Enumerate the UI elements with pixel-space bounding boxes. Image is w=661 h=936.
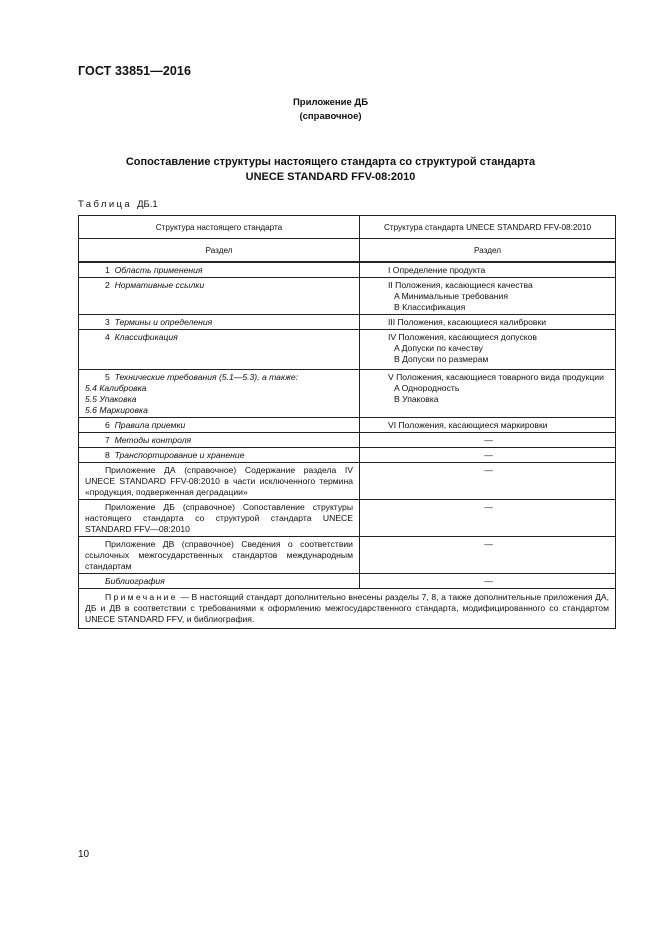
table-cell: 1 Область применения xyxy=(79,262,360,278)
table-caption xyxy=(78,199,158,210)
table-cell: 6 Правила приемки xyxy=(79,418,360,433)
page-title-line1: Сопоставление структуры настоящего стандарта со структурой стандарта xyxy=(125,156,536,168)
comparison-table xyxy=(78,215,616,629)
table-note-row xyxy=(79,589,616,629)
table-row xyxy=(79,262,616,278)
page-number: 10 xyxy=(78,849,90,860)
table-cell: — xyxy=(360,463,616,500)
page-title xyxy=(0,155,661,185)
table-cell: 5 Технические требования (5.1—5.3), а также: 5.4 Калибровка 5.5 Упаковка 5.6 Маркировка xyxy=(79,370,360,418)
table-cell: VI Положения, касающиеся маркировки xyxy=(360,418,616,433)
table-cell: 4 Классификация xyxy=(79,330,360,370)
table-row xyxy=(79,330,616,370)
table-caption-number: ДБ.1 xyxy=(137,199,158,210)
note-text: — В настоящий стандарт дополнительно внесены разделы 7, 8, а также дополнительные приложения ДА, ДБ и ДВ в соответствии с требованиями к оформлению межгосударственного стандарта, модифицированного со стандартом UNECE STANDARD FFV, и библиография. xyxy=(85,592,610,624)
document-code: ГОСТ 33851—2016 xyxy=(78,64,192,78)
table-note xyxy=(79,589,616,629)
table-cell: V Положения, касающиеся товарного вида продукции A Однородность B Упаковка xyxy=(360,370,616,418)
table-row xyxy=(79,315,616,330)
table-cell: — xyxy=(360,448,616,463)
page-title-line2: UNECE STANDARD FFV-08:2010 xyxy=(245,171,416,183)
table-cell: Приложение ДВ (справочное) Сведения о соответствии ссылочных межгосударственных стандартов международным стандартам xyxy=(79,537,360,574)
table-header-row xyxy=(79,216,616,239)
table-row xyxy=(79,448,616,463)
table-cell: II Положения, касающиеся качества A Минимальные требования B Классификация xyxy=(360,278,616,315)
table-cell: — xyxy=(360,537,616,574)
annex-title: Приложение ДБ xyxy=(292,97,369,108)
table-cell: 8 Транспортирование и хранение xyxy=(79,448,360,463)
col-header-right: Структура стандарта UNECE STANDARD FFV-08:2010 xyxy=(360,216,616,239)
table-cell: — xyxy=(360,433,616,448)
table-row xyxy=(79,463,616,500)
table-cell: 2 Нормативные ссылки xyxy=(79,278,360,315)
table-cell: I Определение продукта xyxy=(360,262,616,278)
table-row xyxy=(79,433,616,448)
subheader-left: Раздел xyxy=(79,239,360,263)
table-row xyxy=(79,418,616,433)
table-row xyxy=(79,500,616,537)
annex-subtitle: (справочное) xyxy=(299,111,362,122)
annex-heading xyxy=(0,96,661,124)
note-label: Примечание xyxy=(105,592,178,602)
table-subheader-row xyxy=(79,239,616,263)
table-cell: IV Положения, касающиеся допусков A Допуски по качеству B Допуски по размерам xyxy=(360,330,616,370)
table-cell: 7 Методы контроля xyxy=(79,433,360,448)
table-row xyxy=(79,278,616,315)
subheader-right: Раздел xyxy=(360,239,616,263)
table-row xyxy=(79,574,616,589)
table-caption-prefix: Таблица xyxy=(78,199,133,210)
table-cell: 3 Термины и определения xyxy=(79,315,360,330)
table-row xyxy=(79,370,616,418)
table-cell: III Положения, касающиеся калибровки xyxy=(360,315,616,330)
table-cell: Приложение ДБ (справочное) Сопоставление структуры настоящего стандарта со структурой стандарта UNECE STANDARD FFV—08:2010 xyxy=(79,500,360,537)
table-cell: — xyxy=(360,500,616,537)
table-row xyxy=(79,537,616,574)
col-header-left: Структура настоящего стандарта xyxy=(79,216,360,239)
table-cell: Библиография xyxy=(79,574,360,589)
table-cell: Приложение ДА (справочное) Содержание раздела IV UNECE STANDARD FFV-08:2010 в части исключенного термина «продукция, подверженная деградации» xyxy=(79,463,360,500)
table-cell: — xyxy=(360,574,616,589)
